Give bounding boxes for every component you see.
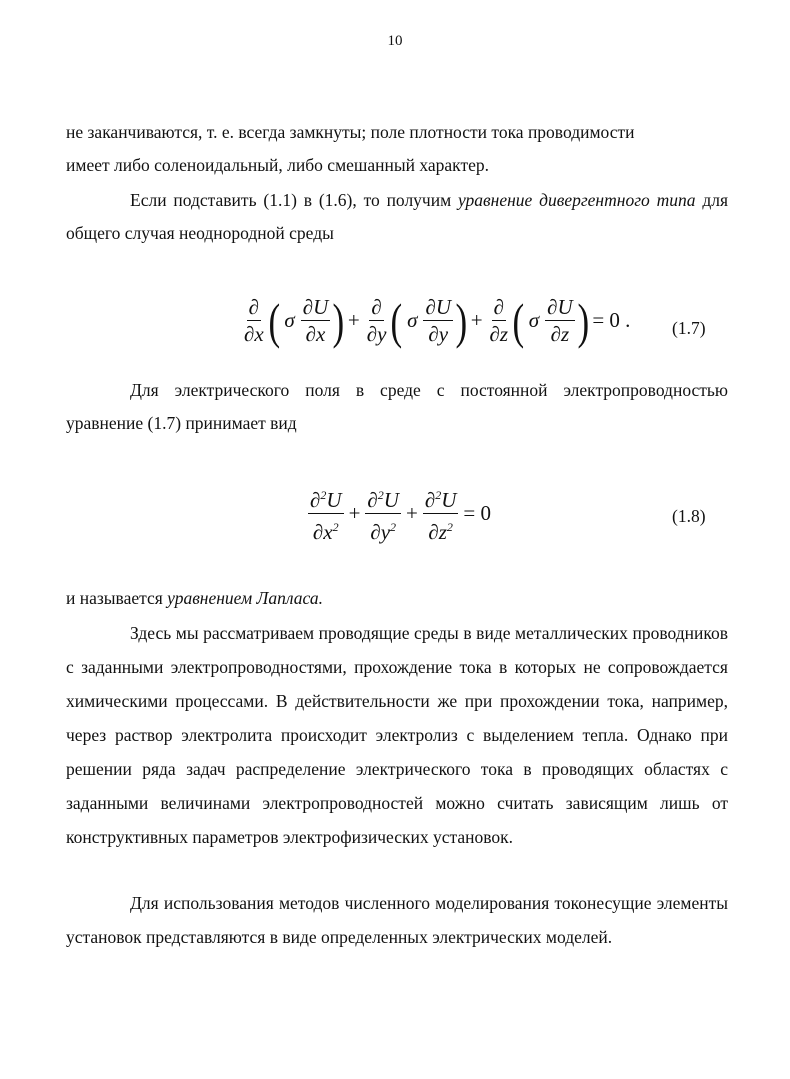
paragraph-5: Здесь мы рассматриваем проводящие среды в виде металлических проводников с заданными электропроводностями, прохождение тока в которых не сопровождается химическими процессами. В действительности же при прохождении тока, например, через раствор электролита происходит электролиз с выделением тепла. Однако при решении ряда задач распределение электрического тока в проводящих областях с заданными величинами электропроводностей можно считать зависящим лишь от конструктивных параметров электрофизических установок. — [66, 623, 728, 847]
paragraph-2-italic-term: уравнение дивергентного типа — [458, 190, 696, 210]
sigma-symbol: σ — [528, 308, 540, 332]
plus-sign: + — [347, 308, 360, 332]
right-paren: ) — [577, 292, 589, 349]
paragraph-2-text-b: для общего случая неоднородной среды — [66, 190, 729, 243]
sigma-symbol: σ — [407, 308, 418, 332]
fraction-d2U-dx2: $\frac{\partial^2U}{\partial x^2}$ — [308, 482, 344, 545]
equation-1-7 — [240, 294, 633, 347]
paragraph-1-line-1: не заканчиваются, т. е. всегда замкнуты; поле плотности тока проводимости — [66, 122, 635, 142]
equation-1-8 — [306, 482, 494, 545]
fraction-d2U-dz2: $\frac{\partial^2U}{\partial z^2}$ — [423, 482, 459, 545]
equation-number-1-7: (1.7) — [672, 318, 706, 338]
paragraph-4-text: и называется — [66, 588, 168, 608]
plus-sign: + — [348, 501, 361, 525]
paragraph-3: Для электрического поля в среде с постоянной электропроводностью уравнение (1.7) принимает вид — [66, 380, 728, 433]
fraction-dU-dz: $\frac{\partial U}{\partial z}$ — [547, 295, 573, 346]
paragraph-1-line-2: имеет либо соленоидальный, либо смешанный характер. — [66, 155, 489, 175]
plus-sign: + — [405, 501, 418, 525]
paragraph-2-text-a: Если подставить (1.1) в (1.6), то получим — [130, 190, 459, 210]
right-paren: ) — [332, 292, 345, 349]
equation-number-1-8: (1.8) — [672, 506, 706, 526]
left-paren: ( — [268, 292, 280, 349]
fraction-d-dz: $\frac{\partial}{\partial z}$ — [489, 295, 509, 346]
right-paren: ) — [455, 292, 468, 349]
equals-zero: = 0 . — [592, 308, 631, 332]
fraction-dU-dy: $\frac{\partial U}{\partial y}$ — [425, 295, 452, 346]
paragraph-4-italic-term: уравнением Лапласа. — [167, 588, 323, 608]
left-paren: ( — [512, 292, 525, 349]
fraction-d-dx: $\frac{\partial}{\partial x}$ — [244, 295, 264, 346]
paragraph-1 — [66, 116, 728, 182]
paragraph-4 — [66, 582, 728, 615]
left-paren: ( — [390, 292, 403, 349]
paragraph-2 — [66, 184, 728, 250]
fraction-d2U-dy2: $\frac{\partial^2U}{\partial y^2}$ — [365, 482, 401, 545]
paragraph-6: Для использования методов численного моделирования токонесущие элементы установок представляются в виде определенных электрических моделей. — [66, 893, 728, 947]
fraction-d-dy: $\frac{\partial}{\partial y}$ — [366, 295, 387, 346]
plus-sign: + — [470, 308, 483, 332]
page-number: 10 — [387, 33, 403, 49]
sigma-symbol: σ — [284, 308, 295, 332]
fraction-dU-dx: $\frac{\partial U}{\partial x}$ — [302, 295, 329, 346]
equals-zero: = 0 — [463, 501, 491, 525]
